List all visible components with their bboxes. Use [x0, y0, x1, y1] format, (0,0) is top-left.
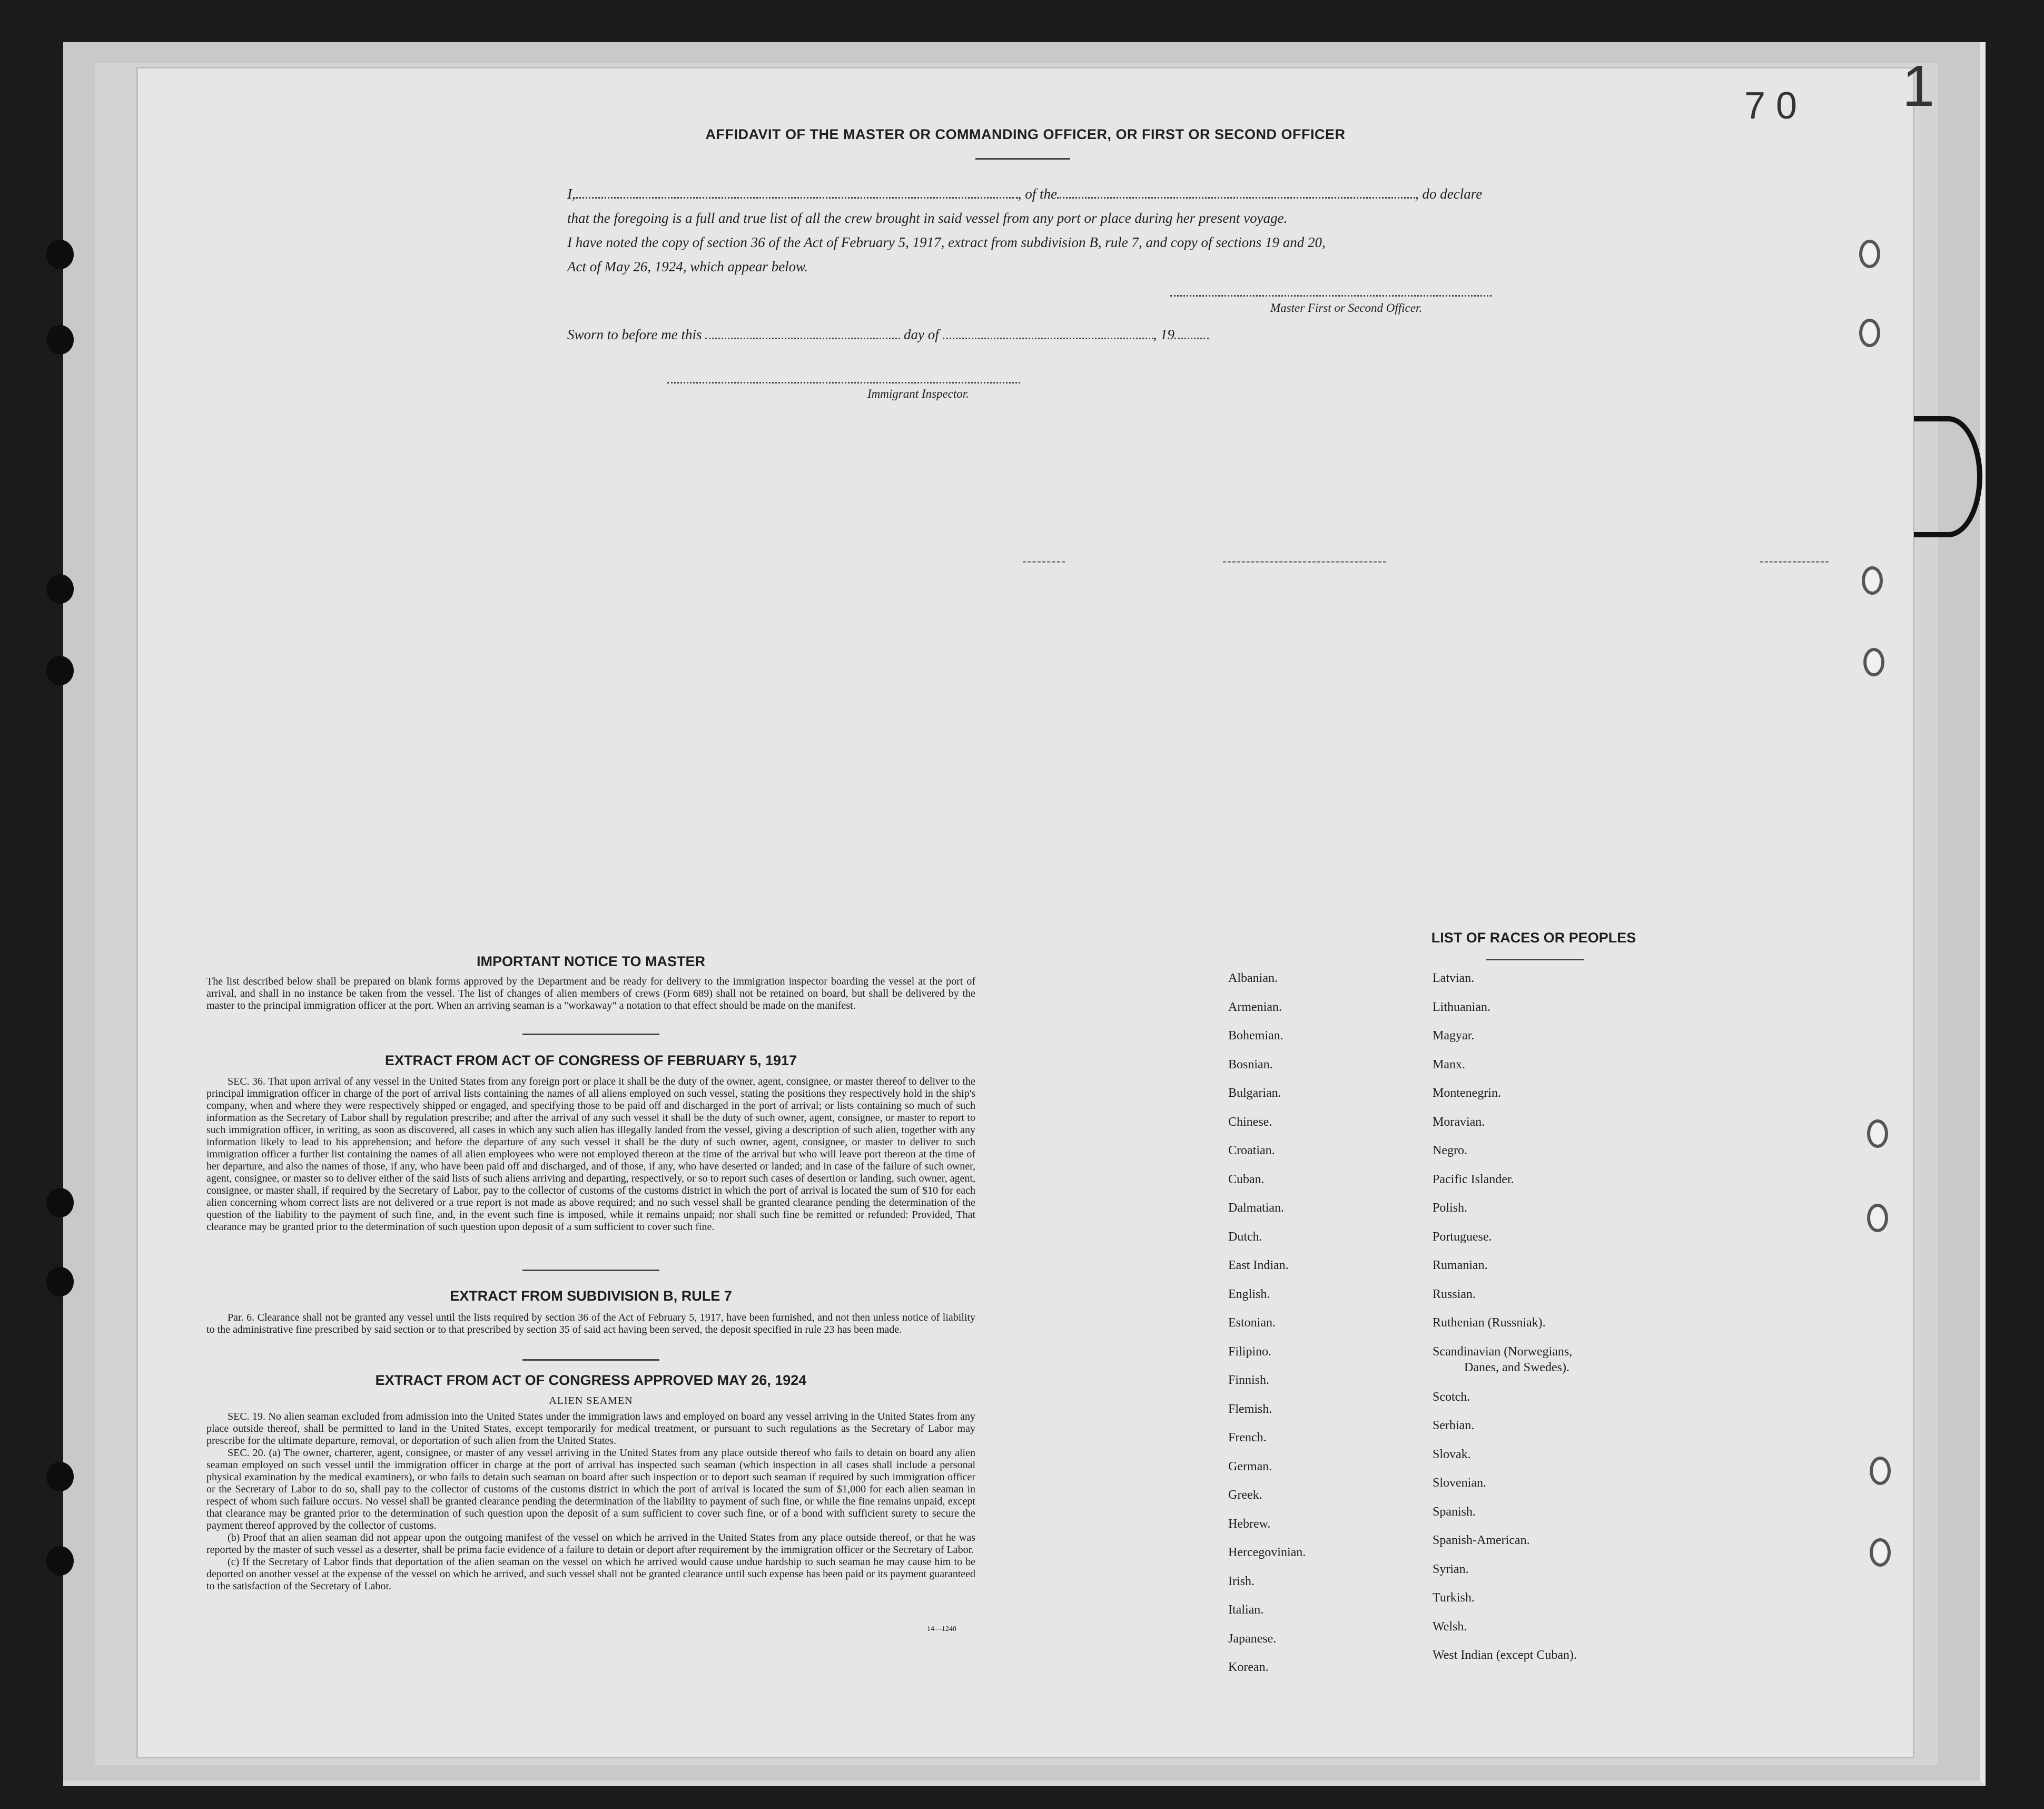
race-item: Welsh. [1433, 1619, 1467, 1634]
race-item: Russian. [1433, 1287, 1476, 1301]
race-item: Bosnian. [1228, 1057, 1273, 1071]
race-item: Dutch. [1228, 1230, 1262, 1244]
punch-hole [46, 656, 74, 685]
inspector-signature-label: Immigrant Inspector. [867, 387, 969, 400]
race-item: Chinese. [1228, 1115, 1272, 1129]
race-item: Filipino. [1228, 1344, 1272, 1359]
race-item: Negro. [1433, 1144, 1467, 1157]
sec-19-text: SEC. 19. No alien seaman excluded from admission into the United States under the immigration laws and employed on board any vessel arriving in the United States from any place outside thereof, shall be permitted to land in the United States, except temporarily for medical treatment, or pursuant to such regulations as the Secretary of Labor may prescribe for the ultimate departure, removal, or deportation of such alien from the United States. [206, 1411, 975, 1447]
races-column-1 [1228, 964, 1306, 1682]
race-item: Estonian. [1228, 1316, 1276, 1330]
affidavit-body [567, 182, 1652, 279]
race-item: Slovak. [1433, 1447, 1471, 1461]
form-number: 14—1240 [927, 1625, 956, 1633]
punch-hole [46, 1546, 74, 1576]
binder-ring [1867, 1204, 1888, 1232]
manifest-page [138, 54, 1935, 1757]
extract-1917-title: EXTRACT FROM ACT OF CONGRESS OF FEBRUARY 5, 1917 [384, 1053, 797, 1068]
race-item: Greek. [1228, 1488, 1262, 1502]
extract-1924-title: EXTRACT FROM ACT OF CONGRESS APPROVED MAY 26, 1924 [375, 1372, 807, 1388]
sec-20c-text: (c) If the Secretary of Labor finds that deportation of the alien seaman on the vessel on which he arrived would cause undue hardship to such seaman he may cause him to be deported on another vessel at the expense of the vessel on which he arrived, and such vessel shall not be granted clearance until such expense has been paid or its payment guaranteed to the satisfaction of the Secretary of Labor. [206, 1556, 975, 1592]
race-item: Latvian. [1433, 971, 1475, 985]
master-signature-label: Master First or Second Officer. [1270, 301, 1423, 314]
notice-title: IMPORTANT NOTICE TO MASTER [477, 953, 705, 969]
race-item: German. [1228, 1459, 1272, 1473]
punch-hole [46, 240, 74, 269]
race-item: Albanian. [1228, 971, 1278, 985]
faint-mark [1023, 561, 1065, 563]
race-item: Scandinavian (Norwegians, [1433, 1344, 1573, 1359]
race-item: Spanish-American. [1433, 1533, 1530, 1547]
affidavit-title: AFFIDAVIT OF THE MASTER OR COMMANDING OFFICER, OR FIRST OR SECOND OFFICER [705, 126, 1346, 142]
sworn-day-blank[interactable] [705, 338, 900, 339]
race-item: English. [1228, 1287, 1270, 1301]
race-item: Manx. [1433, 1057, 1465, 1071]
race-item: Danes, and Swedes). [1464, 1360, 1569, 1374]
race-item: Korean. [1228, 1660, 1269, 1674]
binder-ring [1863, 648, 1884, 676]
race-item: Portuguese. [1433, 1230, 1492, 1244]
race-item: Armenian. [1228, 1000, 1282, 1014]
race-item: West Indian (except Cuban). [1433, 1648, 1577, 1662]
race-item: Hebrew. [1228, 1517, 1271, 1531]
divider [975, 158, 1070, 160]
race-item: Rumanian. [1433, 1259, 1488, 1272]
race-item: Bulgarian. [1228, 1086, 1281, 1100]
master-signature-line[interactable] [1170, 295, 1492, 297]
race-item: Polish. [1433, 1201, 1468, 1215]
affidavit-line-2: that the foregoing is a full and true list of all the crew brought in said vessel from any port or place during her present voyage. [567, 210, 1288, 226]
race-item: Montenegrin. [1433, 1086, 1501, 1100]
races-column-2 [1433, 964, 1577, 1670]
punch-hole [46, 1188, 74, 1217]
extract-1917-text: SEC. 36. That upon arrival of any vessel in the United States from any foreign port or place it shall be the duty of the owner, agent, consignee, or master thereof to deliver to the principal immigration officer in charge of the port of arrival lists containing the names of all aliens employed on such vessel, stating the positions they respectively hold in the ship's company, when and where they were respectively shipped or engaged, and specifying those to be paid off and discharged in the port of arrival; or lists containing so much of such information as the Secretary of Labor shall by regulation prescribe; and after the arrival of any such vessel it shall be the duty of such owner, agent, consignee, or master to report to such immigration officer, in writing, as soon as discovered, all cases in which any such alien has illegally landed from the vessel, giving a description of such alien, together with any information likely to lead to his apprehension; and before the departure of any such vessel it shall be the duty of such owner, agent, consignee, or master to deliver to such immigration officer a further list containing the names of all alien employees who were not employed thereon at the time of the arrival but who will leave port thereon at the time of her departure, and also the names of those, if any, who have been paid off and discharged, and of those, if any, who have deserted or landed; and in case of the failure of such owner, agent, consignee, or master so to deliver either of the said lists of such aliens arriving and departing, respectively, or so to report such cases of desertion or landing, such owner, agent, consignee, or master shall, if required by the Secretary of Labor, pay to the collector of customs of the customs district in which the port of arrival is located the sum of $10 for each alien concerning whom correct lists are not delivered or a true report is not made as above required; and no such vessel shall be granted clearance pending the determination of the question of the liability to the payment of such fine, and, in the event such fine is imposed, while it remains unpaid; nor shall such fine be remitted or refunded: Provided, That clearance may be granted prior to the determination of such question upon deposit of a sum sufficient to cover such fine. [206, 1076, 975, 1233]
handwritten-corner-mark: 1 [1902, 54, 1935, 119]
binder-ring [1870, 1457, 1891, 1485]
race-item: French. [1228, 1431, 1267, 1444]
race-item: Japanese. [1228, 1631, 1277, 1646]
race-item: Spanish. [1433, 1505, 1476, 1519]
handwritten-page-number: 7 0 [1744, 85, 1798, 127]
race-item: Flemish. [1228, 1402, 1272, 1416]
binder-ring [1859, 240, 1880, 268]
rule-7-text: Par. 6. Clearance shall not be granted any vessel until the lists required by section 36 of the Act of February 5, 1917, have been furnished, and not then unless notice of liability to the administrative fine prescribed by said section or to that prescribed by section 35 of said act having been served, the deposit specified in rule 23 has been made. [206, 1312, 975, 1335]
race-item: Bohemian. [1228, 1029, 1283, 1043]
race-item: Scotch. [1433, 1390, 1470, 1404]
race-item: Hercegovinian. [1228, 1546, 1306, 1559]
inspector-signature-line[interactable] [667, 382, 1020, 384]
race-item: Dalmatian. [1228, 1201, 1284, 1215]
name-blank[interactable] [576, 197, 1018, 199]
sec-20b-text: (b) Proof that an alien seaman did not appear upon the outgoing manifest of the vessel on which he arrived in the United States from any place outside thereof, or that he was reported by the master of such vessel as a deserter, shall be prima facie evidence of a failure to detain or deport after requirement by the immigration officer or the Secretary of Labor. [206, 1532, 975, 1556]
divider [522, 1359, 659, 1361]
sworn-month-blank[interactable] [943, 338, 1153, 339]
race-item: Magyar. [1433, 1029, 1475, 1043]
race-item: Italian. [1228, 1603, 1264, 1617]
divider [1486, 959, 1584, 960]
affidavit-line-4: Act of May 26, 1924, which appear below. [567, 259, 808, 274]
race-item: Turkish. [1433, 1591, 1475, 1605]
rule-7-title: EXTRACT FROM SUBDIVISION B, RULE 7 [450, 1288, 732, 1304]
binder-ring [1867, 1119, 1888, 1148]
punch-hole [46, 1462, 74, 1491]
faint-mark [1760, 561, 1829, 563]
notice-text: The list described below shall be prepared on blank forms approved by the Department and be ready for delivery to the immigration inspector boarding the vessel at the port of arrival, and shall in no instance be taken from the vessel. The list of changes of alien members of crews (Form 689) shall not be retained on board, but shall be delivered by the master to the principal immigration officer at the port. When an arriving seaman is a "workaway" a notation to that effect should be made on the manifest. [206, 976, 975, 1011]
sworn-year-blank[interactable] [1174, 338, 1209, 339]
race-item: Pacific Islander. [1433, 1172, 1514, 1186]
race-item: East Indian. [1228, 1259, 1289, 1272]
race-item: Lithuanian. [1433, 1000, 1490, 1014]
race-item: Serbian. [1433, 1419, 1475, 1432]
race-item: Cuban. [1228, 1172, 1265, 1186]
binder-ring [1859, 319, 1880, 347]
binder-ring [1870, 1538, 1891, 1567]
race-item: Irish. [1228, 1574, 1255, 1588]
handwritten-d-mark [1914, 416, 1982, 537]
faint-mark [1223, 561, 1386, 563]
sworn-line: Sworn to before me this day of , 19 [567, 327, 1209, 343]
divider [522, 1270, 659, 1271]
extract-1924-subtitle: ALIEN SEAMEN [549, 1395, 633, 1407]
extract-1924-body [206, 1411, 975, 1592]
divider [522, 1034, 659, 1035]
race-item: Slovenian. [1433, 1476, 1486, 1490]
race-item: Ruthenian (Russniak). [1433, 1316, 1546, 1330]
race-item: Syrian. [1433, 1562, 1469, 1576]
sec-20a-text: SEC. 20. (a) The owner, charterer, agent, consignee, or master of any vessel arriving in the United States from any place outside thereof who fails to detain on board any alien seaman employed on such vessel until the immigration officer in charge at the port of arrival has inspected such seaman (which inspection in all cases shall include a personal physical examination by the medical examiners), or who fails to detain such seaman on board after such inspection or to deport such seaman if required by such immigration officer or the Secretary of Labor to do so, shall pay to the collector of customs of the customs district in which the port of arrival is located the sum of $1,000 for each alien seaman in respect of whom such failure occurs. No vessel shall be granted clearance pending the determination of the liability to payment of such fine, or while the fine remains unpaid, except that clearance may be granted prior to the determination of such question upon the deposit of a sum sufficient to cover such fine, or of a bond with sufficient surety to secure the payment thereof approved by the collector of customs. [206, 1447, 975, 1531]
race-item: Finnish. [1228, 1373, 1270, 1387]
binder-ring [1862, 566, 1883, 595]
punch-hole [46, 325, 74, 355]
punch-hole [46, 574, 74, 604]
affidavit-line-3: I have noted the copy of section 36 of the Act of February 5, 1917, extract from subdivision B, rule 7, and copy of sections 19 and 20, [567, 234, 1326, 250]
affidavit-line-1: I, , of the , do declare [567, 186, 1483, 202]
punch-hole [46, 1267, 74, 1296]
vessel-blank[interactable] [1057, 197, 1415, 199]
races-title: LIST OF RACES OR PEOPLES [1431, 930, 1636, 946]
race-item: Moravian. [1433, 1115, 1485, 1129]
race-item: Croatian. [1228, 1144, 1275, 1157]
